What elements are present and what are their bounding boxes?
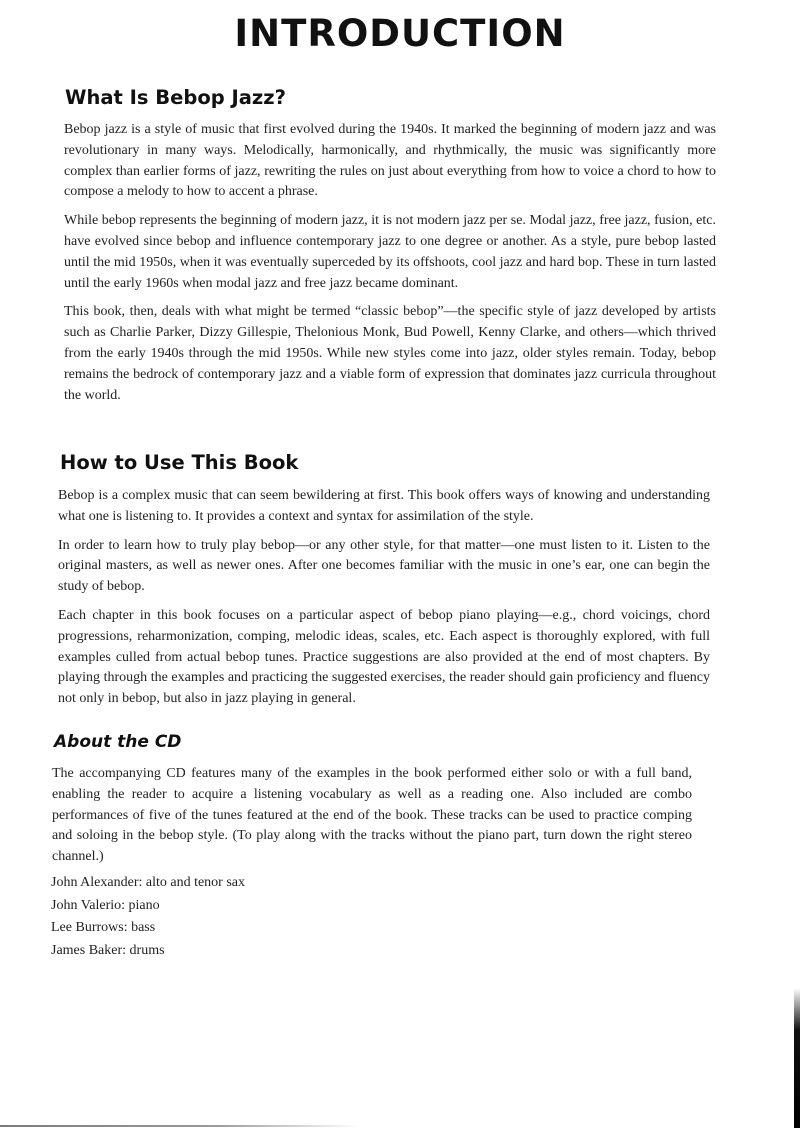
paragraph: While bebop represents the beginning of modern jazz, it is not modern jazz per se. Modal jazz, free jazz, fusion, etc. have evolved since bebop and influence contemporary jazz to one degree or another. As a style, pure bebop lasted until the mid 1950s, when it was eventually superceded by its offshoots, cool jazz and hard bop. These in turn lasted until the early 1960s when modal jazz and free jazz became dominant. bbox=[64, 213, 716, 291]
credit-item: Lee Burrows: bass bbox=[51, 920, 156, 935]
paragraph: Bebop jazz is a style of music that first evolved during the 1940s. It marked the beginning of modern jazz and was revolutionary in many ways. Melodically, harmonically, and rhythmically, the music was significantly more complex than earlier forms of jazz, rewriting the rules on just about everything from how to voice a chord to how to compose a melody to how to accent a phrase. bbox=[64, 122, 716, 200]
credit-item: John Valerio: piano bbox=[51, 897, 160, 913]
scan-edge-bottom bbox=[0, 1125, 360, 1127]
page-title: INTRODUCTION bbox=[234, 12, 566, 55]
scan-edge-right bbox=[794, 988, 800, 1128]
credit-item: James Baker: drums bbox=[51, 942, 165, 958]
heading-how-to-use: How to Use This Book bbox=[60, 451, 299, 474]
paragraph: Each chapter in this book focuses on a particular aspect of bebop piano playing—e.g., chord voicings, chord progressions, reharmonization, comping, melodic ideas, scales, etc. Each aspect is thoroughly explored, with full examples culled from actual bebop tunes. Practice suggestions are also provided at the end of most chapters. By playing through the examples and practicing the suggested exercises, the reader should gain proficiency and fluency not only in bebop, but also in jazz playing in general. bbox=[58, 607, 710, 707]
section-bebop-body bbox=[64, 120, 716, 406]
cd-credits-list bbox=[51, 872, 245, 962]
paragraph: In order to learn how to truly play bebop—or any other style, for that matter—one must listen to it. Listen to the original masters, as well as newer ones. After one becomes familiar with the music in one’s ear, one can begin the study of bebop. bbox=[58, 537, 710, 595]
paragraph: The accompanying CD features many of the examples in the book performed either solo or with a full band, enabling the reader to acquire a listening vocabulary as well as a reading one. Also included are combo performances of five of the tunes featured at the end of the book. These tracks can be used to practice comping and soloing in the bebop style. (To play along with the tracks without the piano part, turn down the right stereo channel.) bbox=[52, 766, 692, 865]
paragraph: This book, then, deals with what might be termed “classic bebop”—the specific style of jazz developed by artists such as Charlie Parker, Dizzy Gillespie, Thelonious Monk, Bud Powell, Kenny Clarke, and others—which thrived from the early 1940s through the mid 1950s. While new styles come into jazz, older styles remain. Today, bebop remains the bedrock of contemporary jazz and a viable form of expression that dominates jazz curricula throughout the world. bbox=[64, 304, 716, 403]
heading-about-cd: About the CD bbox=[54, 732, 182, 752]
credit-item: John Alexander: alto and tenor sax bbox=[51, 875, 246, 890]
section-cd-body bbox=[52, 764, 692, 868]
heading-what-is-bebop: What Is Bebop Jazz? bbox=[65, 86, 286, 109]
section-howto-body bbox=[58, 486, 710, 710]
paragraph: Bebop is a complex music that can seem bewildering at first. This book offers ways of knowing and understanding what one is listening to. It provides a context and syntax for assimilation of the style. bbox=[58, 488, 710, 524]
